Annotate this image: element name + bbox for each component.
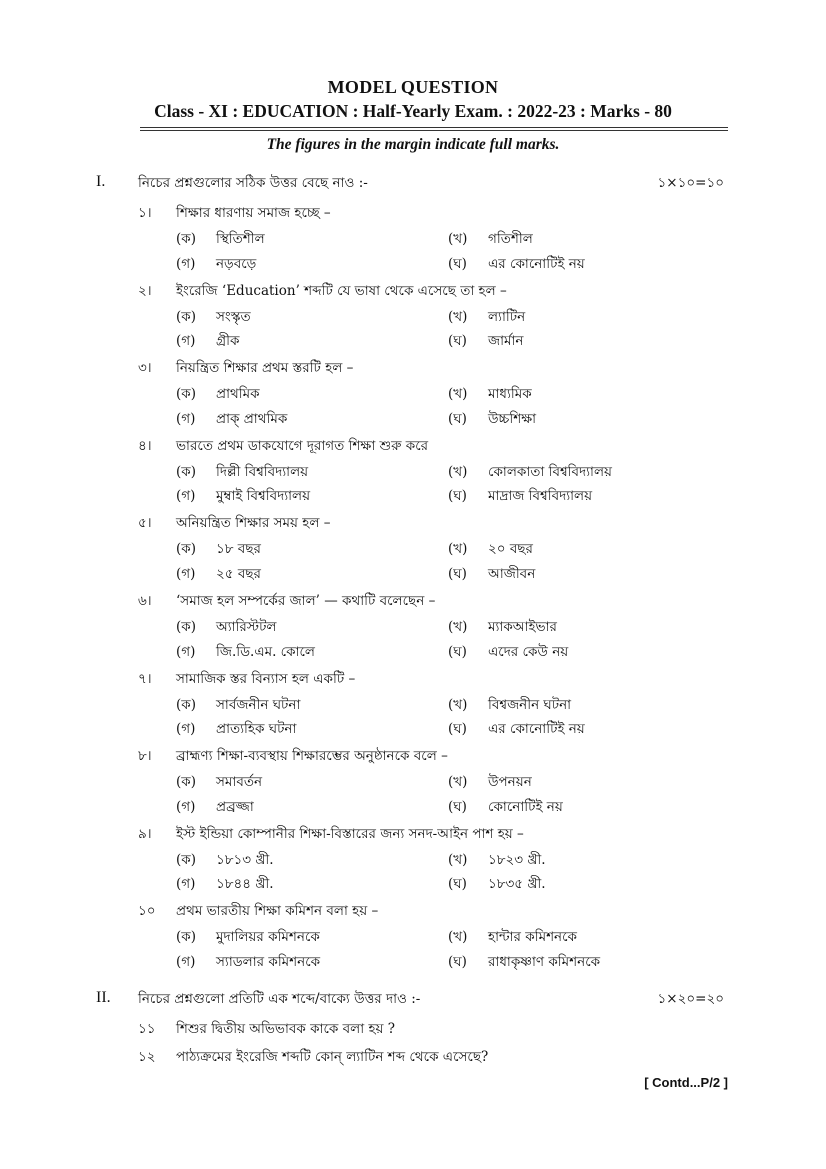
option-text: সার্বজনীন ঘটনা bbox=[216, 696, 301, 713]
question-text: ইস্ট ইন্ডিয়া কোম্পানীর শিক্ষা-বিস্তারের জন্য সনদ-আইন পাশ হয় – bbox=[176, 825, 524, 842]
option-label: (ক) bbox=[176, 463, 196, 480]
option-text: মাদ্রাজ বিশ্ববিদ্যালয় bbox=[488, 488, 593, 505]
question-text: ভারতে প্রথম ডাকযোগে দূরাগত শিক্ষা শুরু করে bbox=[176, 437, 429, 454]
question-number: ৫। bbox=[138, 515, 152, 532]
question-text: শিশুর দ্বিতীয় অভিভাবক কাকে বলা হয় ? bbox=[176, 1021, 396, 1037]
option-label: (খ) bbox=[448, 541, 468, 558]
question-number: ৩। bbox=[138, 360, 152, 377]
section-1-instruction: নিচের প্রশ্নগুলোর সঠিক উত্তর বেছে নাও :- bbox=[138, 175, 368, 191]
option-text: মুদালিয়র কমিশনকে bbox=[216, 929, 320, 946]
question-number: ৯। bbox=[138, 825, 152, 842]
option-label: (খ) bbox=[448, 308, 468, 325]
option-text: মাধ্যমিক bbox=[488, 386, 532, 403]
option-text: ১৮ বছর bbox=[216, 541, 261, 558]
option-text: ১৮৪৪ খ্রী. bbox=[216, 876, 274, 893]
option-label: (খ) bbox=[448, 929, 468, 946]
question-number: ২। bbox=[138, 282, 152, 299]
option-text: কোলকাতা বিশ্ববিদ্যালয় bbox=[488, 463, 612, 480]
option-text: অ্যারিস্টটল bbox=[216, 619, 277, 635]
option-label: (ক) bbox=[176, 774, 196, 791]
option-text: রাধাকৃষ্ণাণ কমিশনকে bbox=[488, 953, 601, 970]
option-label: (গ) bbox=[176, 721, 196, 738]
option-label: (গ) bbox=[176, 953, 196, 970]
marks-note: The figures in the margin indicate full marks. bbox=[266, 136, 560, 153]
header-rule-top bbox=[140, 127, 728, 128]
question-text: ইংরেজি ‘Education’ শব্দটি যে ভাষা থেকে এসেছে তা হল – bbox=[176, 282, 507, 299]
section-2-instruction: নিচের প্রশ্নগুলো প্রতিটি এক শব্দে/বাক্যে উত্তর দাও :- bbox=[138, 991, 421, 1007]
option-label: (ঘ) bbox=[448, 876, 467, 893]
option-text: সমাবর্তন bbox=[216, 774, 263, 791]
option-text: আজীবন bbox=[488, 565, 536, 582]
option-text: দিল্লী বিশ্ববিদ্যালয় bbox=[216, 463, 309, 480]
option-label: (ঘ) bbox=[448, 333, 467, 350]
option-label: (ক) bbox=[176, 929, 196, 946]
option-label: (ঘ) bbox=[448, 953, 467, 970]
option-text: স্যাডলার কমিশনকে bbox=[216, 953, 321, 970]
page-title: MODEL QUESTION bbox=[327, 77, 499, 97]
option-label: (ঘ) bbox=[448, 721, 467, 738]
option-label: (ঘ) bbox=[448, 643, 467, 660]
option-label: (গ) bbox=[176, 333, 196, 350]
option-text: ১৮১৩ খ্রী. bbox=[216, 851, 274, 868]
header-rule-bottom bbox=[140, 130, 728, 131]
question-text: অনিয়ন্ত্রিত শিক্ষার সময় হল – bbox=[176, 515, 331, 532]
option-label: (ঘ) bbox=[448, 410, 467, 427]
option-text: ২৫ বছর bbox=[216, 565, 261, 582]
option-label: (ক) bbox=[176, 851, 196, 868]
question-text: ব্রাহ্মণ্য শিক্ষা-ব্যবস্থায় শিক্ষারম্ভের অনুষ্ঠানকে বলে – bbox=[176, 748, 448, 765]
option-text: কোনোটিই নয় bbox=[488, 798, 563, 815]
option-text: এর কোনোটিই নয় bbox=[488, 721, 585, 738]
question-number: ১। bbox=[138, 205, 152, 221]
question-text: নিয়ন্ত্রিত শিক্ষার প্রথম স্তরটি হল – bbox=[176, 360, 354, 377]
option-label: (ক) bbox=[176, 308, 196, 325]
option-label: (গ) bbox=[176, 255, 196, 272]
option-text: গ্রীক bbox=[216, 333, 240, 350]
option-label: (ক) bbox=[176, 386, 196, 403]
option-label: (ঘ) bbox=[448, 255, 467, 272]
option-label: (ক) bbox=[176, 541, 196, 558]
option-label: (খ) bbox=[448, 619, 468, 635]
option-label: (গ) bbox=[176, 876, 196, 893]
option-text: প্রাথমিক bbox=[216, 386, 260, 403]
option-label: (ক) bbox=[176, 231, 196, 247]
option-text: সংস্কৃত bbox=[216, 308, 251, 325]
option-text: ম্যাকআইভার bbox=[488, 619, 557, 635]
option-text: বিশ্বজনীন ঘটনা bbox=[488, 696, 572, 713]
option-text: গতিশীল bbox=[488, 231, 533, 247]
section-1-number: I. bbox=[96, 173, 106, 190]
question-text: প্রথম ভারতীয় শিক্ষা কমিশন বলা হয় – bbox=[176, 903, 379, 920]
question-number: ৮। bbox=[138, 748, 152, 765]
option-label: (খ) bbox=[448, 386, 468, 403]
option-label: (গ) bbox=[176, 410, 196, 427]
option-label: (ঘ) bbox=[448, 798, 467, 815]
option-text: নড়বড়ে bbox=[216, 255, 257, 272]
question-text: ‘সমাজ হল সম্পর্কের জাল’ — কথাটি বলেছেন – bbox=[176, 593, 436, 609]
option-label: (খ) bbox=[448, 463, 468, 480]
option-text: হান্টার কমিশনকে bbox=[488, 929, 577, 946]
question-number: ১২ bbox=[138, 1049, 156, 1065]
question-number: ৭। bbox=[138, 670, 152, 687]
question-number: ৬। bbox=[138, 593, 152, 609]
question-text: সামাজিক স্তর বিন্যাস হল একটি – bbox=[176, 670, 356, 687]
option-text: স্থিতিশীল bbox=[216, 231, 265, 247]
option-label: (ক) bbox=[176, 619, 196, 635]
question-text: পাঠ্যক্রমের ইংরেজি শব্দটি কোন্ ল্যাটিন শব্দ থেকে এসেছে? bbox=[176, 1049, 489, 1065]
option-text: এদের কেউ নয় bbox=[488, 643, 569, 660]
option-label: (খ) bbox=[448, 774, 468, 791]
option-label: (খ) bbox=[448, 231, 468, 247]
option-text: মুম্বাই বিশ্ববিদ্যালয় bbox=[216, 488, 311, 505]
section-2-number: II. bbox=[96, 989, 111, 1006]
option-text: ১৮৩৫ খ্রী. bbox=[488, 876, 546, 893]
continued-note: [ Contd...P/2 ] bbox=[644, 1075, 728, 1090]
option-text: প্রাত্যহিক ঘটনা bbox=[216, 721, 297, 738]
option-label: (গ) bbox=[176, 643, 196, 660]
option-text: ১৮২৩ খ্রী. bbox=[488, 851, 546, 868]
option-label: (গ) bbox=[176, 488, 196, 505]
option-text: জি.ডি.এম. কোলে bbox=[216, 643, 315, 660]
question-number: ১০ bbox=[138, 903, 156, 920]
option-text: উপনয়ন bbox=[488, 774, 532, 791]
exam-subtitle: Class - XI : EDUCATION : Half-Yearly Exam. : 2022-23 : Marks - 80 bbox=[154, 101, 672, 121]
option-label: (ঘ) bbox=[448, 565, 467, 582]
option-label: (ক) bbox=[176, 696, 196, 713]
option-text: ল্যাটিন bbox=[488, 308, 526, 325]
option-text: উচ্চশিক্ষা bbox=[488, 410, 537, 427]
question-number: ৪। bbox=[138, 437, 152, 454]
option-label: (ঘ) bbox=[448, 488, 467, 505]
question-text: শিক্ষার ধারণায় সমাজ হচ্ছে – bbox=[176, 205, 331, 221]
option-text: জার্মান bbox=[488, 333, 524, 350]
question-number: ১১ bbox=[138, 1021, 156, 1037]
option-label: (খ) bbox=[448, 851, 468, 868]
option-label: (খ) bbox=[448, 696, 468, 713]
option-text: প্রাক্ প্রাথমিক bbox=[216, 410, 288, 427]
option-label: (গ) bbox=[176, 565, 196, 582]
section-2-marks: ১×২০=২০ bbox=[657, 991, 724, 1007]
section-1-marks: ১×১০=১০ bbox=[657, 175, 724, 191]
option-text: এর কোনোটিই নয় bbox=[488, 255, 585, 272]
option-text: প্রব্রজ্জা bbox=[216, 798, 254, 815]
option-text: ২০ বছর bbox=[488, 541, 533, 558]
option-label: (গ) bbox=[176, 798, 196, 815]
